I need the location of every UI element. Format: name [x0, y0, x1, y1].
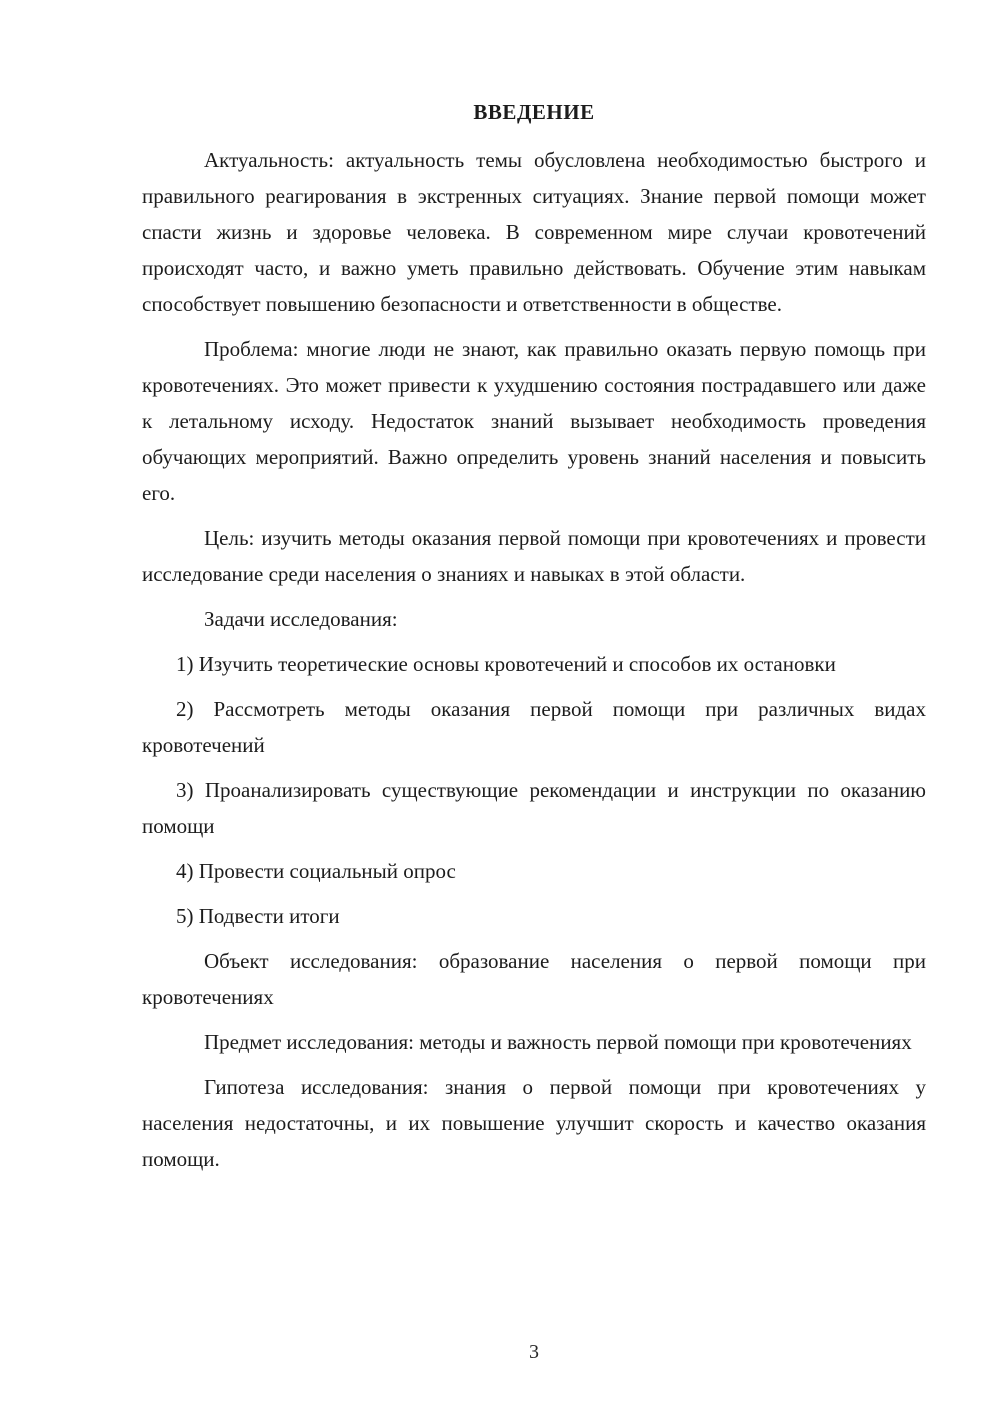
task-item-3: 3) Проанализировать существующие рекомендации и инструкции по оказанию помощи [142, 778, 926, 838]
task-item-5: 5) Подвести итоги [176, 904, 340, 928]
tasks-heading: Задачи исследования: [204, 607, 398, 631]
task-item-2: 2) Рассмотреть методы оказания первой помощи при различных видах кровотечений [142, 697, 926, 757]
paragraph-goal: Цель: изучить методы оказания первой помощи при кровотечениях и провести исследование среди населения о знаниях и навыках в этой области. [142, 526, 926, 586]
task-item-1: 1) Изучить теоретические основы кровотечений и способов их остановки [176, 652, 836, 676]
paragraph-problem: Проблема: многие люди не знают, как правильно оказать первую помощь при кровотечениях. Это может привести к ухудшению состояния пострадавшего или даже к летальному исходу. Недостаток знаний вызывает необходимость проведения обучающих мероприятий. Важно определить уровень знаний населения и повысить его. [142, 337, 926, 505]
page-number: 3 [529, 1341, 539, 1363]
paragraph-object: Объект исследования: образование населения о первой помощи при кровотечениях [142, 949, 926, 1009]
task-item-4: 4) Провести социальный опрос [176, 859, 456, 883]
paragraph-subject: Предмет исследования: методы и важность первой помощи при кровотечениях [204, 1030, 912, 1054]
document-title: ВВЕДЕНИЕ [473, 100, 595, 124]
paragraph-hypothesis: Гипотеза исследования: знания о первой помощи при кровотечениях у населения недостаточны, и их повышение улучшит скорость и качество оказания помощи. [142, 1075, 926, 1171]
paragraph-relevance: Актуальность: актуальность темы обусловлена необходимостью быстрого и правильного реагирования в экстренных ситуациях. Знание первой помощи может спасти жизнь и здоровье человека. В современном мире случаи кровотечений происходят часто, и важно уметь правильно действовать. Обучение этим навыкам способствует повышению безопасности и ответственности в обществе. [142, 148, 926, 316]
